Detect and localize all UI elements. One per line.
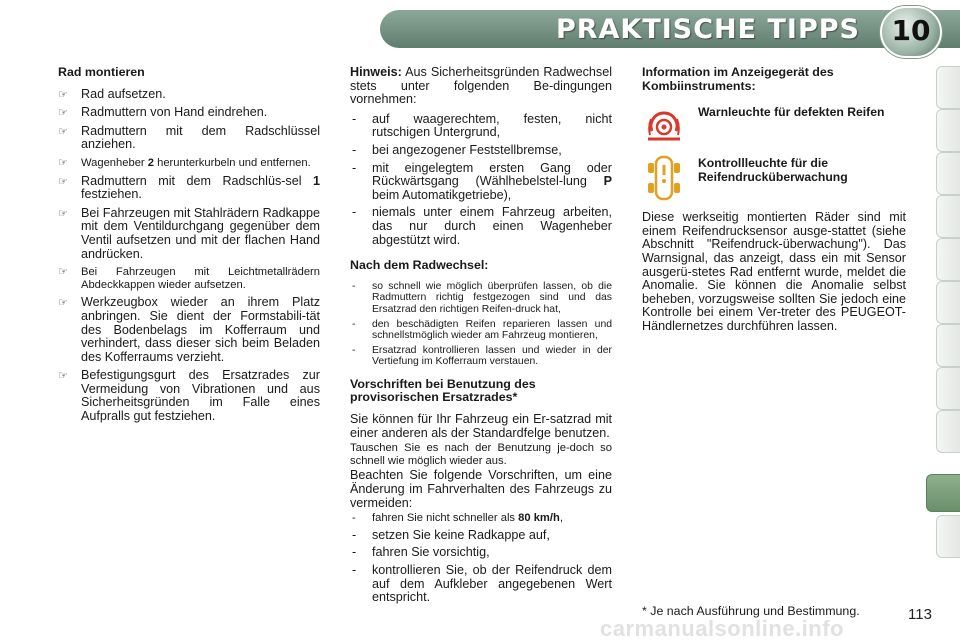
control-lamp-label: Kontrollleuchte für die Reifendrucküberwachung (698, 156, 848, 184)
list-item-text: niemals unter einem Fahrzeug arbeiten, das nur durch einen Wagenheber abgestützt wird. (372, 205, 612, 247)
list-item-text: mit eingelegtem ersten Gang oder Rückwärtsgang (Wählhebelstel-lung (372, 160, 612, 189)
list-item-text: Befestigungsgurt des Ersatzrades zur Vermeidung von Vibrationen und aus Sicherheitsgründen im Falle eines Aufpralls gut festziehen. (81, 368, 320, 424)
hint-paragraph (350, 66, 612, 107)
chapter-tabs (930, 66, 960, 576)
list-item (350, 546, 612, 560)
list-item-text: fahren Sie vorsichtig, (372, 545, 490, 560)
list-item (58, 266, 320, 291)
list-item-text: den beschädigten Reifen reparieren lassen und schnellstmöglich wieder am Fahrzeug montieren, (372, 318, 612, 342)
list-item-text: so schnell wie möglich überprüfen lassen, ob die Radmuttern richtig festgezogen sind und das Ersatzrad den richtigen Reifen-druck hat, (372, 280, 612, 315)
chapter-tab[interactable] (936, 66, 960, 109)
rules-paragraph-2: Tauschen Sie es nach der Benutzung je-doch so schnell wie möglich wieder aus. (350, 442, 612, 467)
dash-bullet: - (352, 318, 356, 330)
list-item (350, 319, 612, 342)
speed-limit-value: 80 km/h (518, 512, 560, 525)
dash-bullet: - (352, 527, 357, 542)
rules-paragraph-1: Sie können für Ihr Fahrzeug ein Er-satzrad mit einer anderen als der Standardfelge benutzen. (350, 412, 612, 440)
dash-bullet: - (352, 512, 356, 525)
list-item (350, 113, 612, 140)
list-item-text: fahren Sie nicht schneller als (372, 512, 519, 525)
list-item (350, 564, 612, 605)
chapter-tab-active[interactable] (926, 474, 960, 512)
dash-bullet: - (352, 545, 357, 560)
chapter-tab[interactable] (936, 152, 960, 195)
list-item (350, 512, 612, 525)
list-item (58, 125, 320, 152)
chapter-tab[interactable] (936, 324, 960, 367)
tpms-description: Diese werkseitig montierten Räder sind mit einem Reifendrucksensor ausge-stattet (siehe Abschnitt "Reifendruck-überwachung"). Das Warnsignal, das anzeigt, dass ein mit Sensor ausgerü-stetes Rad entfernt wurde, meldet die Anomalie. Sie können die Anomalie selbst beheben, vorzugsweise sollten Sie jedoch eine Kontrolle bei einem Ver-treter des PEUGEOT-Händlernetzes durchführen lassen. (642, 210, 906, 333)
list-item (350, 281, 612, 316)
list-item-text: Radmuttern von Hand eindrehen. (81, 105, 268, 120)
list-item (58, 369, 320, 423)
column-mounting (58, 66, 320, 429)
list-item (58, 88, 320, 102)
list-item-text: Bei Fahrzeugen mit Leichtmetallrädern Abdeckkappen wieder aufsetzen. (81, 266, 320, 291)
footnote: * Je nach Ausführung und Bestimmung. (642, 604, 860, 618)
mount-steps-list (58, 88, 320, 424)
spare-rules-list (350, 512, 612, 605)
warning-lamp-row (642, 105, 906, 149)
pointing-hand-icon: ☞ (58, 124, 68, 138)
dash-bullet: - (352, 111, 357, 126)
chapter-tab[interactable] (936, 515, 960, 558)
page-number: 113 (908, 606, 932, 623)
page-header (0, 0, 960, 58)
list-item-text: setzen Sie keine Radkappe auf, (372, 527, 550, 542)
chapter-tab[interactable] (936, 109, 960, 152)
chapter-title: PRAKTISCHE TIPPS (555, 14, 860, 45)
list-item-text: Bei Fahrzeugen mit Stahlrädern Radkappe mit dem Ventildurchgang gegenüber dem Ventil aufsetzen und mit der flachen Hand andrücken. (81, 205, 320, 261)
list-item-ref: P (603, 174, 612, 189)
list-item-text: kontrollieren Sie, ob der Reifendruck dem auf dem Aufkleber angegebenen Wert entspricht. (372, 563, 612, 605)
dash-bullet: - (352, 142, 357, 157)
tyre-pressure-icon (642, 153, 686, 203)
list-item-text: festziehen. (81, 187, 142, 202)
dash-bullet: - (352, 205, 357, 220)
list-item (350, 206, 612, 247)
list-item-text: bei angezogener Feststellbremse, (372, 142, 562, 157)
dash-bullet: - (352, 160, 357, 175)
list-item (58, 106, 320, 120)
pointing-hand-icon: ☞ (58, 106, 68, 120)
pointing-hand-icon: ☞ (58, 296, 68, 310)
hint-label: Hinweis: (350, 65, 402, 79)
warning-lamp-label: Warnleuchte für defekten Reifen (698, 105, 885, 120)
list-item-text: auf waagerechtem, festen, nicht rutschigen Untergrund, (372, 111, 612, 140)
list-item-text: , (559, 512, 563, 525)
list-item (350, 144, 612, 158)
pointing-hand-icon: ☞ (58, 174, 68, 188)
column-instrument-info (642, 66, 906, 340)
list-item-text: Wagenheber (81, 156, 148, 169)
list-item-text: beim Automatikgetriebe), (372, 187, 512, 202)
section-heading-mount-wheel: Rad montieren (58, 65, 145, 79)
hint-text: Aus Sicherheitsgründen Radwechsel stets unter folgenden Be-dingungen vornehmen: (350, 65, 612, 107)
chapter-tab[interactable] (936, 410, 960, 453)
chapter-tab[interactable] (936, 195, 960, 238)
after-change-list (350, 281, 612, 368)
dash-bullet: - (352, 563, 357, 577)
pointing-hand-icon: ☞ (58, 206, 68, 220)
list-item-text: Rad aufsetzen. (81, 86, 166, 101)
list-item (350, 345, 612, 368)
list-item-text: herunterkurbeln und entfernen. (154, 156, 311, 169)
pointing-hand-icon: ☞ (58, 265, 68, 279)
dash-bullet: - (352, 280, 356, 292)
section-heading-after-change: Nach dem Radwechsel: (350, 258, 489, 273)
watermark: carmanualsonline.info (600, 616, 844, 640)
pointing-hand-icon: ☞ (58, 155, 68, 169)
pointing-hand-icon: ☞ (58, 87, 68, 101)
list-item-ref: 1 (312, 173, 320, 188)
list-item (350, 529, 612, 543)
chapter-tab[interactable] (936, 238, 960, 281)
list-item-text: Radmuttern mit dem Radschlüs-sel (81, 173, 313, 188)
chapter-tab[interactable] (936, 281, 960, 324)
rules-paragraph-3: Beachten Sie folgende Vorschriften, um eine Änderung im Fahrverhalten des Fahrzeugs zu vermeiden: (350, 468, 612, 510)
hint-conditions-list (350, 113, 612, 247)
list-item (58, 207, 320, 261)
list-item-text: Werkzeugbox wieder an ihrem Platz anbringen. Sie dient der Formstabili-tät des Bodenbelags im Kofferraum und verhindert, dass dieser sich beim Beladen des Kofferraums verzieht. (81, 295, 320, 364)
list-item (58, 157, 320, 170)
list-item-text: Radmuttern mit dem Radschlüssel anziehen. (81, 123, 320, 152)
tyre-warning-icon (642, 105, 686, 145)
chapter-tab[interactable] (936, 367, 960, 410)
section-heading-spare-rules: Vorschriften bei Benutzung des provisorischen Ersatzrades* (350, 376, 536, 405)
section-heading-instrument: Information im Anzeigegerät des Kombiinstruments: (642, 65, 834, 93)
column-hints (350, 66, 612, 609)
chapter-number: 10 (891, 14, 931, 47)
list-item (350, 162, 612, 203)
list-item (58, 296, 320, 364)
list-item (58, 175, 320, 202)
control-lamp-row (642, 153, 906, 207)
list-item-text: Ersatzrad kontrollieren lassen und wieder in der Vertiefung im Kofferraum verstauen. (372, 344, 612, 368)
list-item-ref: 2 (147, 156, 154, 169)
dash-bullet: - (352, 344, 356, 356)
pointing-hand-icon: ☞ (58, 369, 68, 383)
